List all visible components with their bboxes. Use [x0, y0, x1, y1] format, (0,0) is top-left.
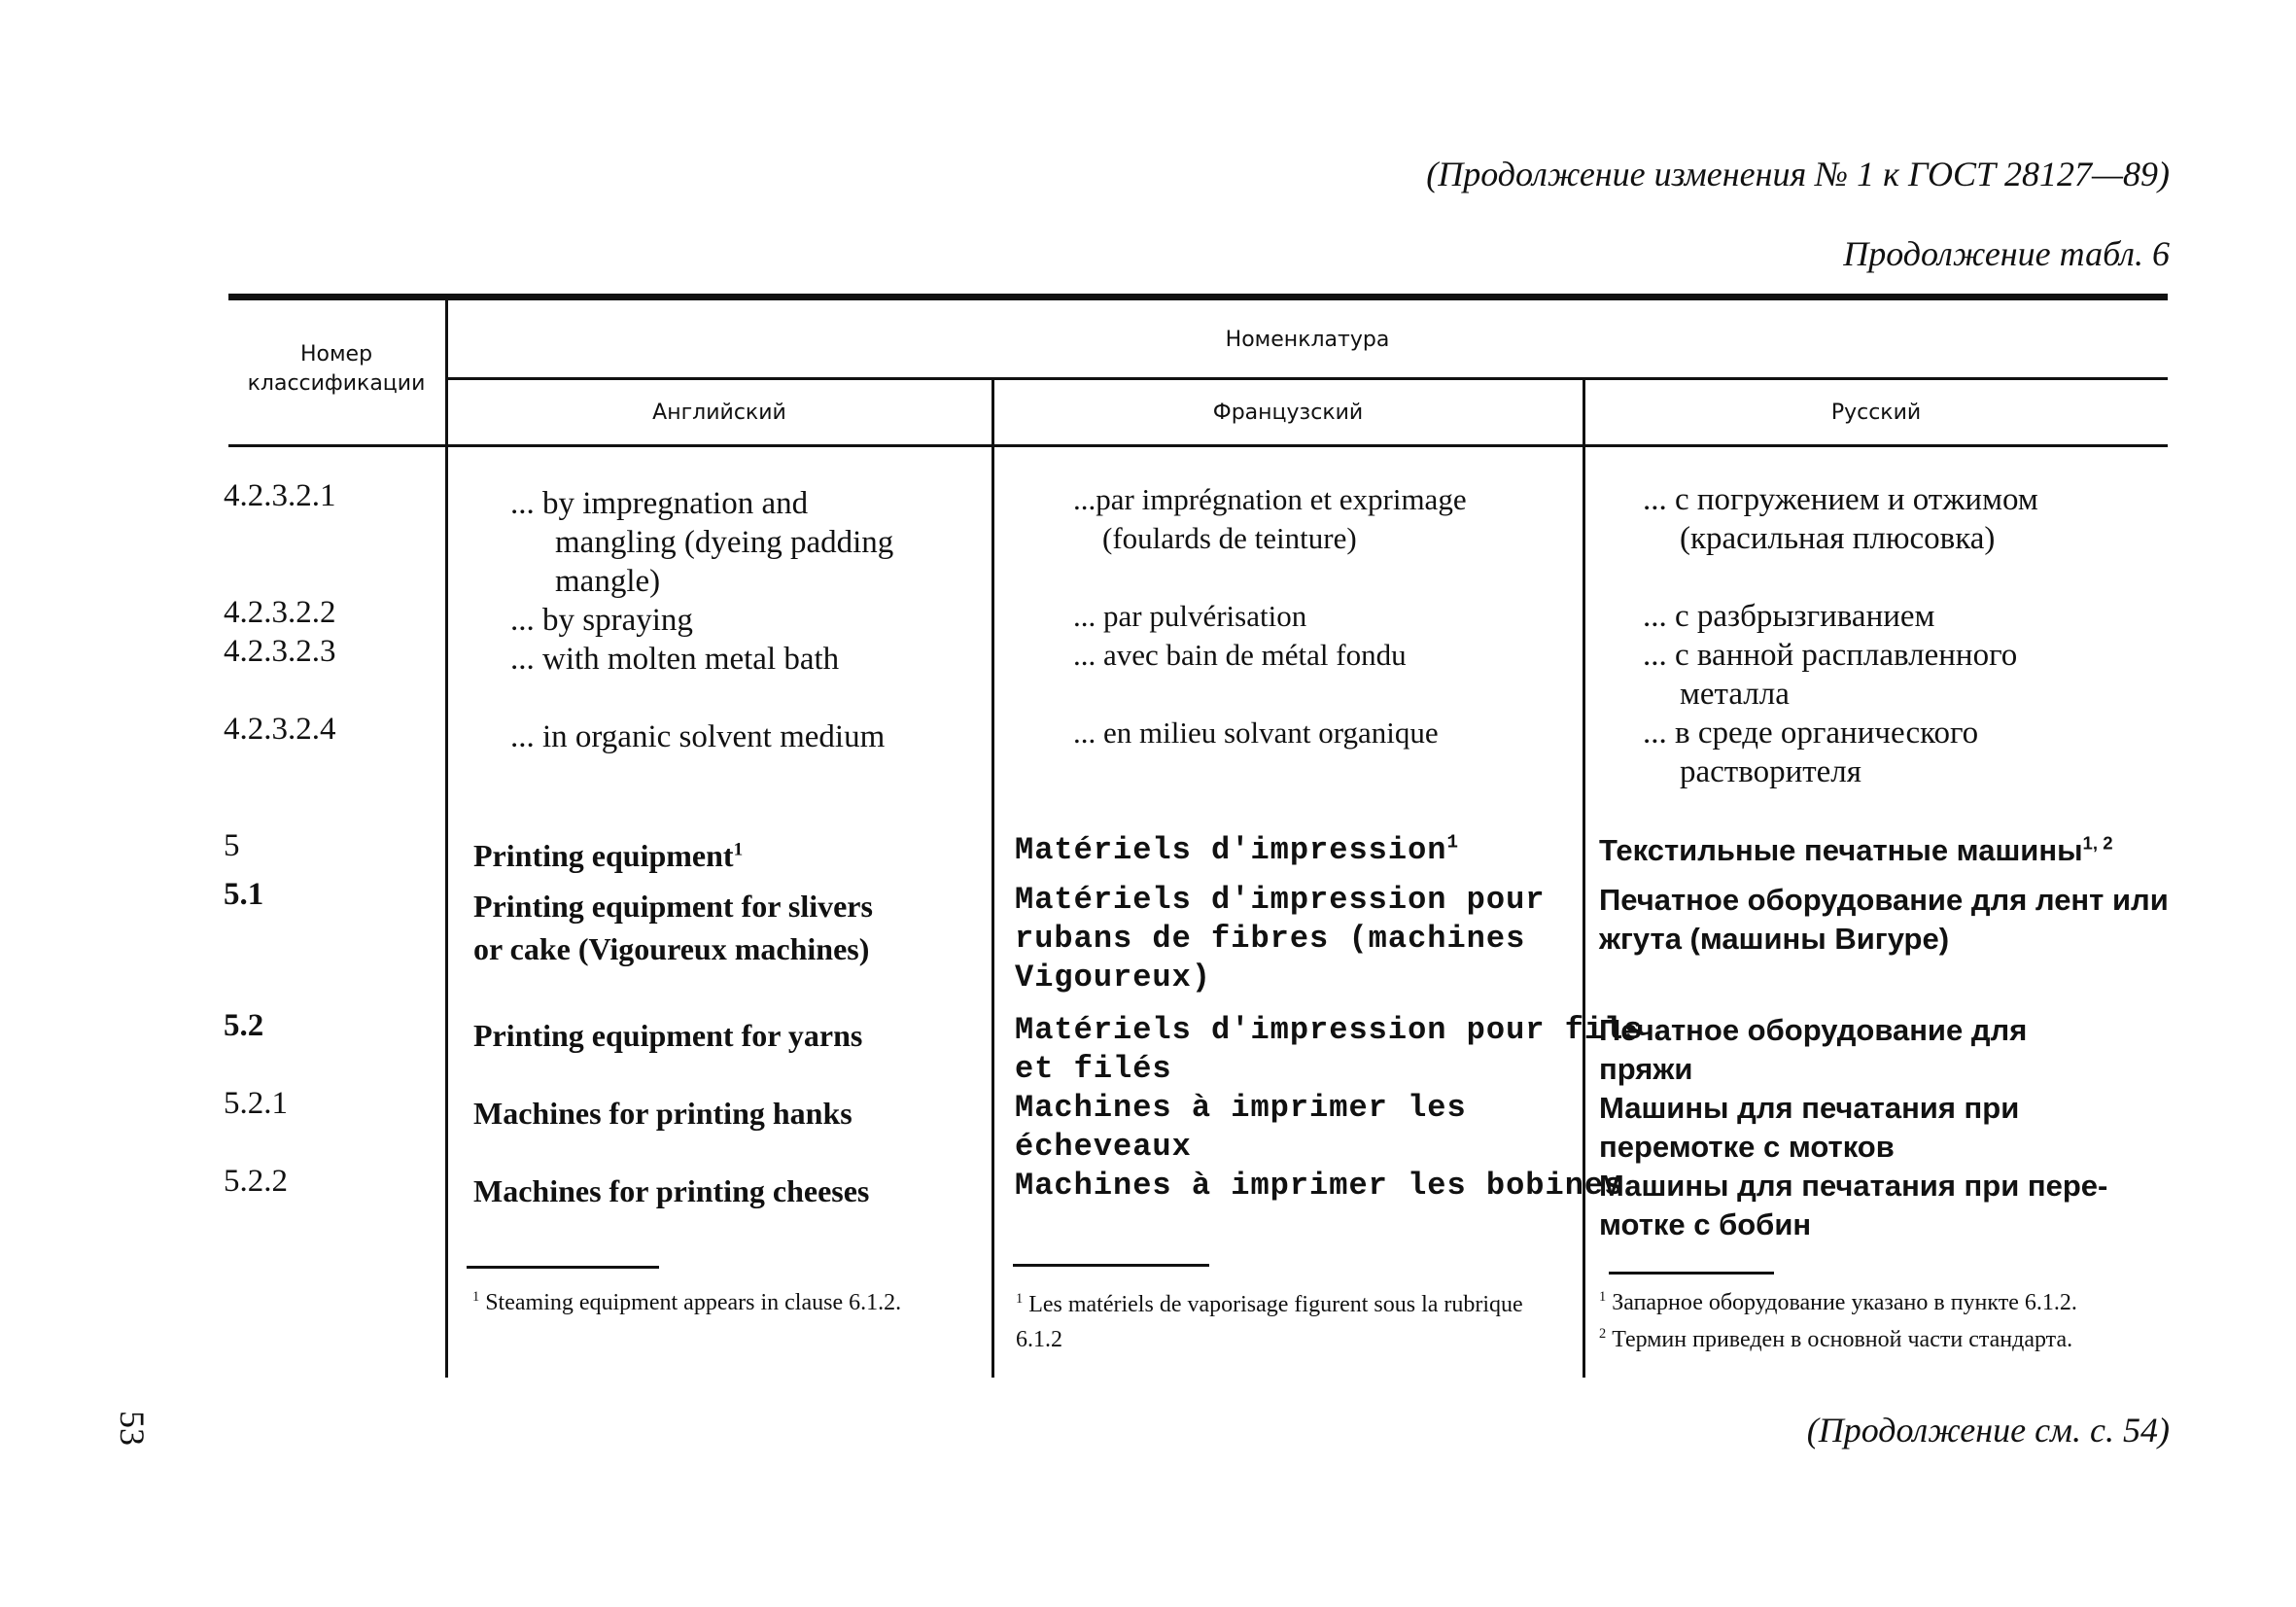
column-header-english: Английский — [652, 401, 786, 425]
english-term-line: ... with molten metal bath — [510, 642, 840, 677]
english-term-line: Machines for printing cheeses — [473, 1173, 870, 1208]
french-term — [1015, 881, 1545, 997]
column-divider — [445, 297, 448, 1378]
french-term-line: Machines à imprimer les bobines — [1015, 1168, 1624, 1204]
french-term-line: Matériels d'impression pour — [1015, 882, 1546, 918]
russian-term-line: ... с погружением и отжимом — [1643, 482, 2038, 517]
english-term — [510, 484, 893, 601]
english-term — [510, 601, 693, 640]
footnote-mark: 1 — [1016, 1291, 1024, 1307]
russian-term-line: Текстильные печатные машины — [1599, 833, 2083, 867]
russian-term-line: перемотке с мотков — [1599, 1130, 1895, 1164]
french-term — [1073, 597, 1306, 636]
footnote-mark: 1 — [472, 1289, 480, 1305]
russian-term-line: (красильная плюсовка) — [1680, 521, 1996, 556]
footnote-rule — [1609, 1272, 1774, 1275]
russian-term — [1599, 831, 2113, 870]
french-term-line: écheveaux — [1015, 1129, 1192, 1165]
footnote-mark: 1 — [1599, 1289, 1607, 1305]
french-term — [1015, 1167, 1623, 1205]
footer-continuation: (Продолжение см. с. 54) — [1806, 1411, 2170, 1450]
english-term — [473, 1171, 869, 1210]
russian-term-line: ... с ванной расплавленного — [1643, 638, 2018, 673]
french-term-line: ... par pulvérisation — [1073, 599, 1307, 633]
footnote-ref: 1 — [1446, 831, 1459, 854]
english-term-line: mangling (dyeing padding — [555, 525, 894, 560]
french-term — [1073, 480, 1467, 558]
russian-term — [1599, 1011, 2027, 1089]
russian-term-line: Печатное оборудование для — [1599, 1013, 2028, 1047]
english-term-line: Printing equipment — [473, 838, 734, 873]
russian-term-line: растворителя — [1680, 754, 1861, 789]
russian-term — [1599, 1089, 2019, 1167]
column-divider — [991, 378, 994, 1378]
russian-term-line: мотке с бобин — [1599, 1207, 1812, 1241]
row-number: 5.2.2 — [224, 1164, 288, 1199]
column-header-russian: Русский — [1830, 401, 1922, 425]
row-number: 4.2.3.2.2 — [224, 595, 336, 630]
russian-term-line: металла — [1680, 677, 1790, 712]
french-term-line: ... en milieu solvant organique — [1073, 716, 1439, 750]
document-header: (Продолжение изменения № 1 к ГОСТ 28127—89) — [1426, 155, 2170, 193]
french-term-line: Matériels d'impression pour fils — [1015, 1012, 1644, 1048]
french-term — [1073, 636, 1407, 675]
english-term-line: ... in organic solvent medium — [510, 719, 886, 754]
russian-term-line: Печатное оборудование для лент или — [1599, 883, 2169, 917]
french-term — [1015, 1011, 1644, 1089]
russian-term — [1643, 480, 2038, 558]
french-term-line: (foulards de teinture) — [1102, 521, 1357, 555]
column-header-number: Номер классификации — [247, 342, 426, 396]
russian-term — [1643, 636, 2017, 714]
footnote-text: 6.1.2 — [1016, 1327, 1062, 1352]
column-header-nomenclature: Номенклатура — [1225, 328, 1390, 352]
english-term — [473, 885, 873, 970]
english-term — [510, 717, 885, 756]
english-term-line: or cake (Vigoureux machines) — [473, 931, 870, 966]
row-number: 5.2.1 — [224, 1086, 288, 1121]
footnote-text: Термин приведен в основной части стандарта. — [1612, 1327, 2073, 1352]
russian-term — [1599, 881, 2169, 959]
subheader-rule — [447, 377, 2168, 380]
english-term-line: Machines for printing hanks — [473, 1096, 852, 1131]
french-term — [1015, 831, 1459, 870]
footnote-rule — [467, 1266, 659, 1269]
row-number: 4.2.3.2.4 — [224, 712, 336, 747]
footnote-mark: 2 — [1599, 1326, 1607, 1342]
french-term-line: et filés — [1015, 1051, 1172, 1087]
row-number: 5.1 — [224, 877, 264, 912]
table-continuation-label: Продолжение табл. 6 — [1843, 234, 2170, 273]
footnote-ref: 1 — [733, 839, 744, 860]
footnote-text: Les matériels de vaporisage figurent sous la rubrique — [1028, 1292, 1523, 1317]
footnote-ref: 1, 2 — [2082, 832, 2113, 854]
footnote-text: Запарное оборудование указано в пункте 6.1.2. — [1612, 1290, 2077, 1315]
russian-term-line: Машины для печатания при — [1599, 1091, 2020, 1125]
russian-term-line: ... с разбрызгиванием — [1643, 599, 1935, 634]
footnote-russian-1 — [1599, 1285, 2077, 1320]
column-header-french: Французский — [1212, 401, 1364, 425]
english-term-line: mangle) — [555, 564, 661, 599]
column-divider — [1583, 378, 1585, 1378]
footnote-rule — [1013, 1264, 1209, 1267]
english-term — [473, 1016, 862, 1055]
french-term — [1073, 714, 1439, 752]
english-term-line: Printing equipment for yarns — [473, 1018, 863, 1053]
russian-term — [1643, 597, 1934, 636]
english-term — [473, 836, 743, 875]
russian-term — [1599, 1167, 2107, 1244]
english-term — [510, 640, 839, 679]
french-term-line: ... avec bain de métal fondu — [1073, 638, 1407, 672]
table-top-rule — [228, 294, 2168, 300]
row-number: 4.2.3.2.1 — [224, 478, 336, 513]
footnote-text: Steaming equipment appears in clause 6.1.2. — [485, 1290, 902, 1315]
french-term-line: ...par imprégnation et exprimage — [1073, 482, 1467, 516]
french-term — [1015, 1089, 1467, 1167]
english-term-line: ... by impregnation and — [510, 486, 809, 521]
french-term-line: Vigoureux) — [1015, 960, 1212, 996]
header-bottom-rule — [228, 444, 2168, 447]
russian-term — [1643, 714, 1978, 791]
row-number: 4.2.3.2.3 — [224, 634, 336, 669]
footnote-english — [472, 1285, 901, 1320]
russian-term-line: ... в среде органического — [1643, 716, 1979, 751]
english-term-line: Printing equipment for slivers — [473, 889, 873, 924]
english-term — [473, 1094, 852, 1133]
footnote-russian-2 — [1599, 1322, 2072, 1357]
row-number: 5 — [224, 828, 240, 863]
french-term-line: rubans de fibres (machines — [1015, 921, 1526, 957]
french-term-line: Machines à imprimer les — [1015, 1090, 1467, 1126]
row-number: 5.2 — [224, 1008, 264, 1043]
russian-term-line: жгута (машины Вигуре) — [1599, 922, 1950, 956]
russian-term-line: пряжи — [1599, 1052, 1693, 1086]
french-term-line: Matériels d'impression — [1015, 832, 1447, 868]
footnote-french — [1016, 1287, 1575, 1357]
page-number: 53 — [113, 1411, 152, 1446]
english-term-line: ... by spraying — [510, 603, 693, 638]
russian-term-line: Машины для печатания при пере- — [1599, 1169, 2108, 1203]
